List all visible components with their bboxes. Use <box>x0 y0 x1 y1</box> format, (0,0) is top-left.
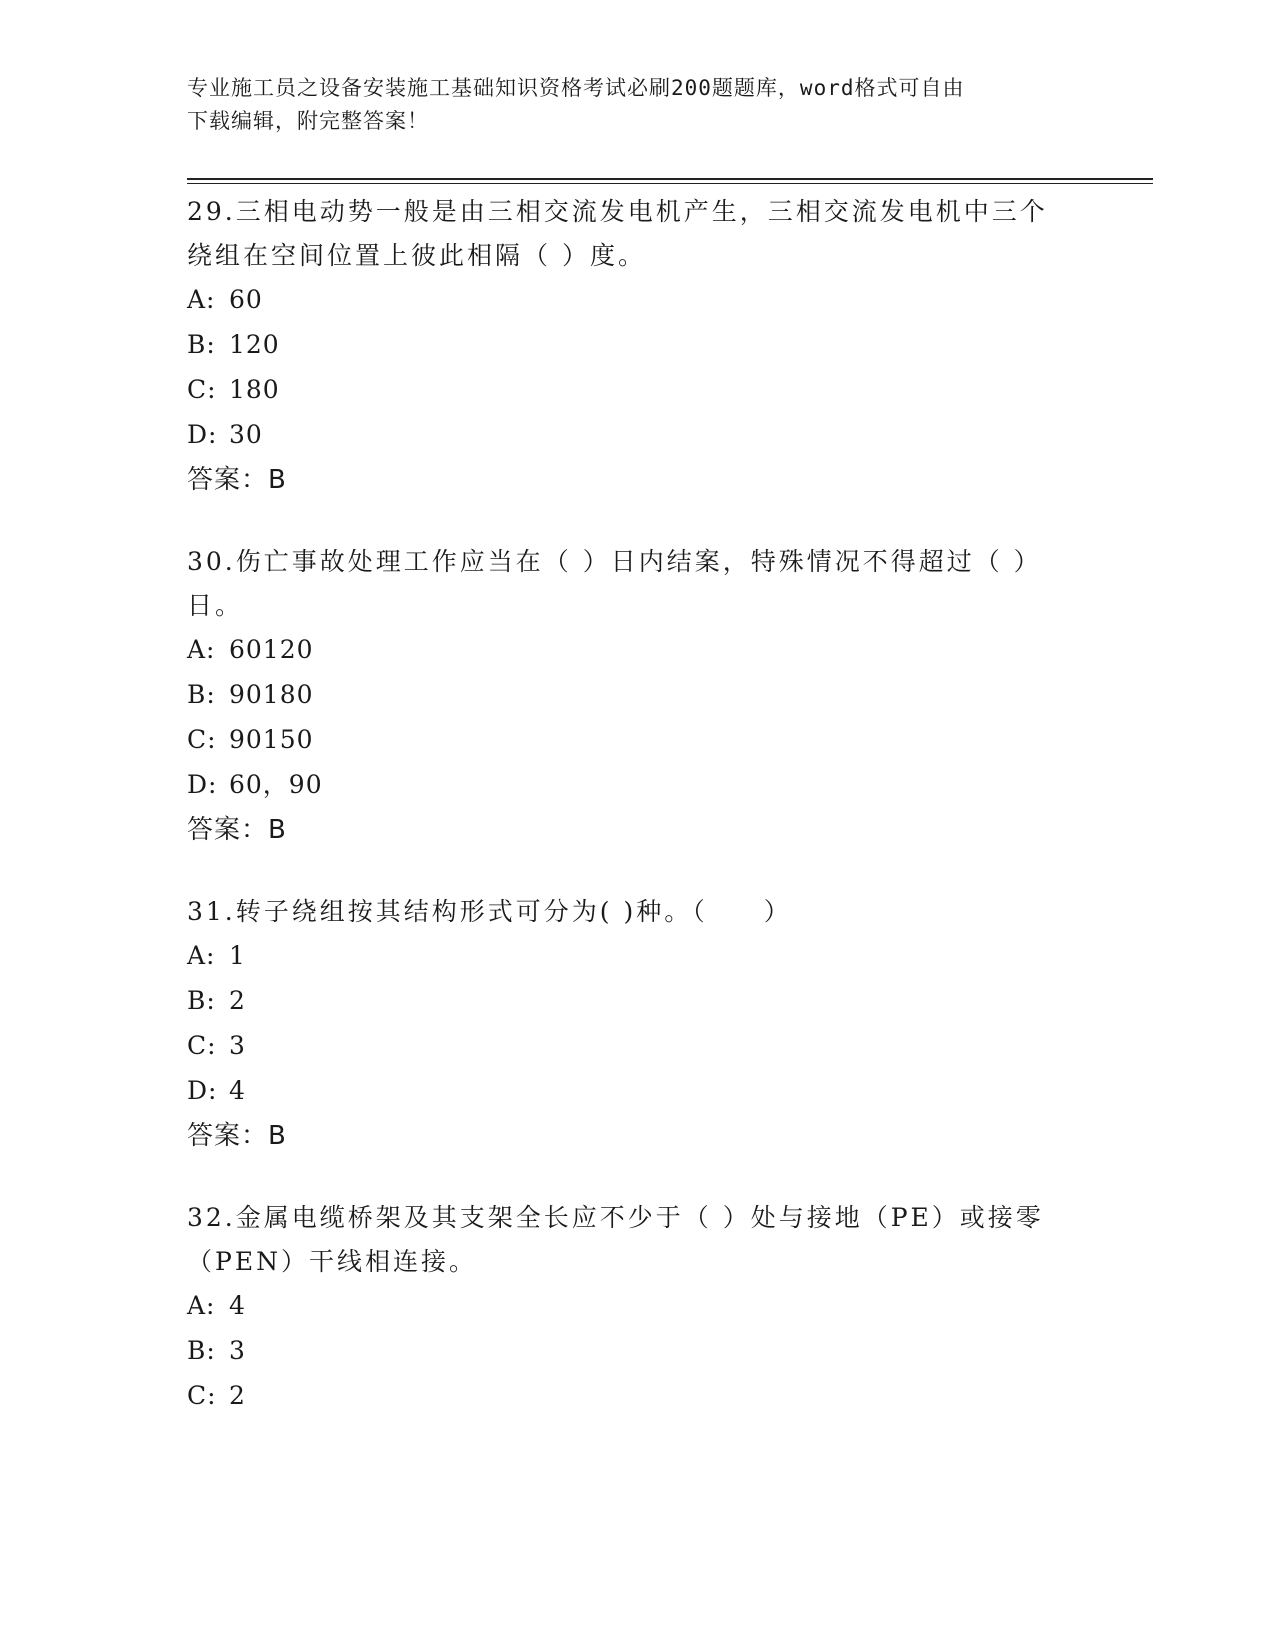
document-header <box>187 72 1087 138</box>
option-label: B: <box>187 1336 216 1365</box>
question-list <box>187 190 1087 1457</box>
option-label: D: <box>187 770 218 799</box>
option-label: C: <box>187 375 217 404</box>
option-b <box>187 673 1087 718</box>
question-stem-line: 绕组在空间位置上彼此相隔（ ）度。 <box>187 241 646 270</box>
option-c <box>187 1024 1087 1069</box>
option-text: 1 <box>229 941 246 970</box>
option-c <box>187 1374 1087 1419</box>
question-30 <box>187 540 1087 852</box>
question-31 <box>187 890 1087 1158</box>
option-b <box>187 1329 1087 1374</box>
option-label: A: <box>187 285 216 314</box>
option-text: 3 <box>229 1031 246 1060</box>
option-b <box>187 979 1087 1024</box>
header-line-1: 专业施工员之设备安装施工基础知识资格考试必刷200题题库，word格式可自由 <box>187 76 965 100</box>
header-divider-thin <box>187 183 1153 184</box>
option-text: 180 <box>229 375 280 404</box>
header-line-2: 下载编辑，附完整答案！ <box>187 109 429 133</box>
option-text: 90180 <box>229 680 314 709</box>
option-c <box>187 718 1087 763</box>
option-label: B: <box>187 986 216 1015</box>
option-d <box>187 763 1087 808</box>
option-text: 60120 <box>229 635 314 664</box>
question-32 <box>187 1196 1087 1419</box>
question-stem-line: 日。 <box>187 591 244 620</box>
question-stem-line: （PEN）干线相连接。 <box>187 1247 477 1276</box>
option-text: 4 <box>229 1291 246 1320</box>
option-label: A: <box>187 1291 216 1320</box>
option-d <box>187 1069 1087 1114</box>
option-text: 90150 <box>229 725 314 754</box>
option-label: A: <box>187 941 216 970</box>
answer-line: 答案：B <box>187 465 287 495</box>
question-29 <box>187 190 1087 502</box>
question-stem-line: 31.转子绕组按其结构形式可分为( )种。（ ） <box>187 897 792 926</box>
question-stem-line: 29.三相电动势一般是由三相交流发电机产生，三相交流发电机中三个 <box>187 197 1048 226</box>
option-label: B: <box>187 330 216 359</box>
answer-line: 答案：B <box>187 1121 287 1151</box>
option-label: D: <box>187 420 218 449</box>
option-label: A: <box>187 635 216 664</box>
option-text: 30 <box>229 420 263 449</box>
option-text: 2 <box>229 986 246 1015</box>
question-stem-line: 30.伤亡事故处理工作应当在（ ）日内结案，特殊情况不得超过（ ） <box>187 547 1042 576</box>
option-label: C: <box>187 725 217 754</box>
option-text: 3 <box>229 1336 246 1365</box>
option-a <box>187 628 1087 673</box>
option-c <box>187 368 1087 413</box>
option-label: B: <box>187 680 216 709</box>
option-d <box>187 413 1087 458</box>
option-label: C: <box>187 1381 217 1410</box>
option-label: C: <box>187 1031 217 1060</box>
option-b <box>187 323 1087 368</box>
option-text: 4 <box>229 1076 246 1105</box>
header-divider <box>187 178 1153 180</box>
option-text: 60 <box>229 285 263 314</box>
option-a <box>187 278 1087 323</box>
question-stem-line: 32.金属电缆桥架及其支架全长应不少于（ ）处与接地（PE）或接零 <box>187 1203 1044 1232</box>
option-text: 2 <box>229 1381 246 1410</box>
option-a <box>187 1284 1087 1329</box>
option-text: 60，90 <box>229 770 323 799</box>
answer-line: 答案：B <box>187 815 287 845</box>
option-a <box>187 934 1087 979</box>
option-label: D: <box>187 1076 218 1105</box>
option-text: 120 <box>229 330 280 359</box>
